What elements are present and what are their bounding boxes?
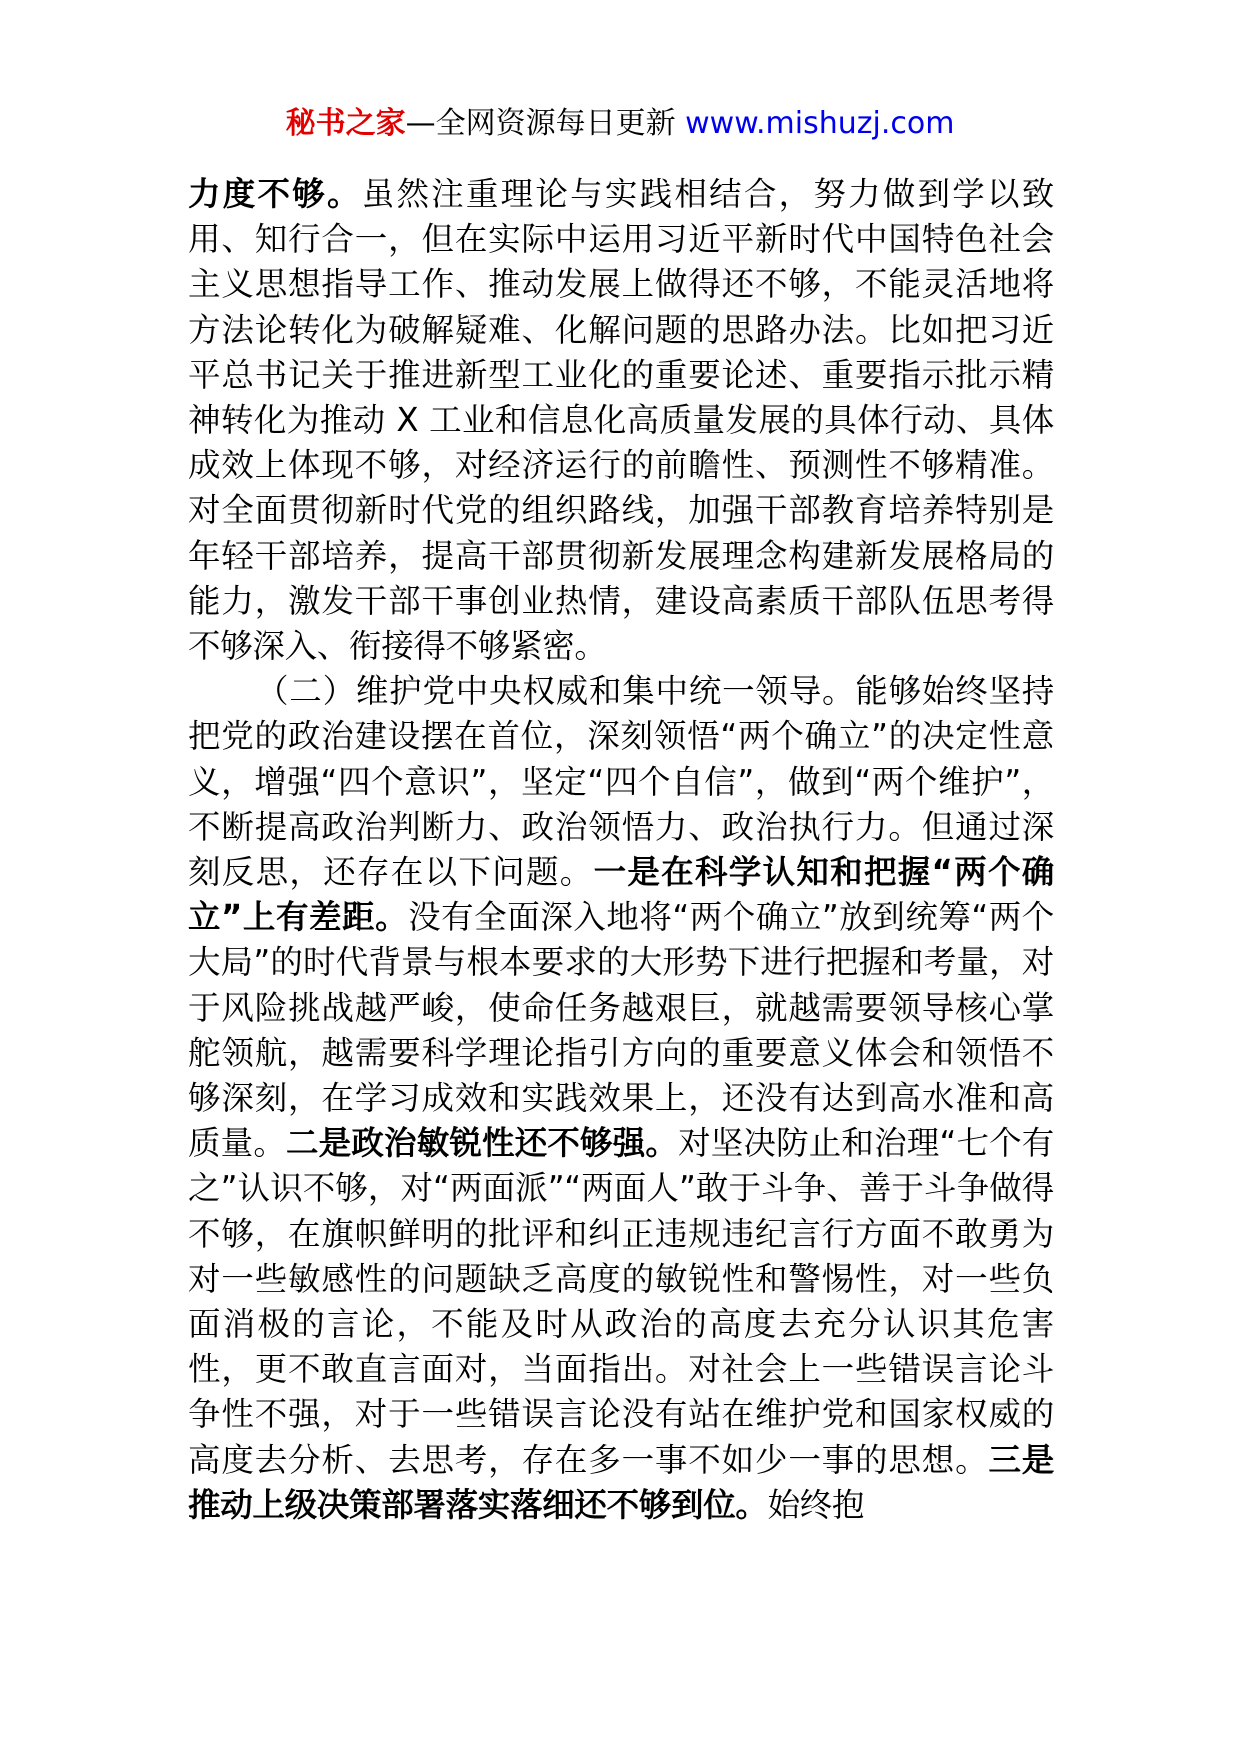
bold-run: 一是在科学认知和把握“两个确立”上有差距。 [188, 853, 1054, 937]
site-banner [0, 100, 1240, 148]
text-run: 虽然注重理论与实践相结合，努力做到学以致用、知行合一，但在实际中运用习近平新时代中国特色社会主义思想指导工作、推动发展上做得还不够，不能灵活地将方法论转化为破解疑难、化解问题的思路办法。比如把习近平总书记关于推进新型工业化的重要论述、重要指示批示精神转化为推动 X 工业和信息化高质量发展的具体行动、具体成效上体现不够，对经济运行的前瞻性、预测性不够精准。对全面贯彻新时代党的组织路线，加强干部教育培养特别是年轻干部培养，提高干部贯彻新发展理念构建新发展格局的能力，激发干部干事创业热情，建设高素质干部队伍思考得不够深入、衔接得不够紧密。 [188, 175, 1054, 666]
bold-run: 二是政治敏锐性还不够强。 [286, 1124, 679, 1163]
bold-run: 三是推动上级决策部署落实落细还不够到位。 [188, 1440, 1054, 1524]
site-url-link[interactable]: www.mishuzj.com [685, 106, 955, 141]
banner-slogan: —全网资源每日更新 [405, 106, 686, 141]
bold-run: 力度不够。 [188, 175, 362, 213]
paragraph-continued [188, 172, 1054, 669]
text-run: 始终抱 [767, 1485, 865, 1524]
document-body [188, 172, 1054, 1528]
text-run: （二）维护党中央权威和集中统一领导。能够始终坚持把党的政治建设摆在首位，深刻领悟“两个确立”的决定性意义，增强“四个意识”，坚定“四个自信”，做到“两个维护”，不断提高政治判断力、政治领悟力、政治执行力。但通过深刻反思，还存在以下问题。 [188, 672, 1054, 892]
brand-name: 秘书之家 [285, 106, 406, 141]
text-run: 没有全面深入地将“两个确立”放到统筹“两个大局”的时代背景与根本要求的大形势下进行把握和考量，对于风险挑战越严峻，使命任务越艰巨，就越需要领导核心掌舵领航，越需要科学理论指引方向的重要意义体会和领悟不够深刻，在学习成效和实践效果上，还没有达到高水准和高质量。 [188, 898, 1054, 1163]
paragraph-section-two [188, 669, 1054, 1528]
text-run: 对坚决防止和治理“七个有之”认识不够，对“两面派”“两面人”敢于斗争、善于斗争做得不够，在旗帜鲜明的批评和纠正违规违纪言行方面不敢勇为对一些敏感性的问题缺乏高度的敏锐性和警惕性，对一些负面消极的言论，不能及时从政治的高度去充分认识其危害性，更不敢直言面对，当面指出。对社会上一些错误言论斗争性不强，对于一些错误言论没有站在维护党和国家权威的高度去分析、去思考，存在多一事不如少一事的思想。 [188, 1124, 1054, 1479]
